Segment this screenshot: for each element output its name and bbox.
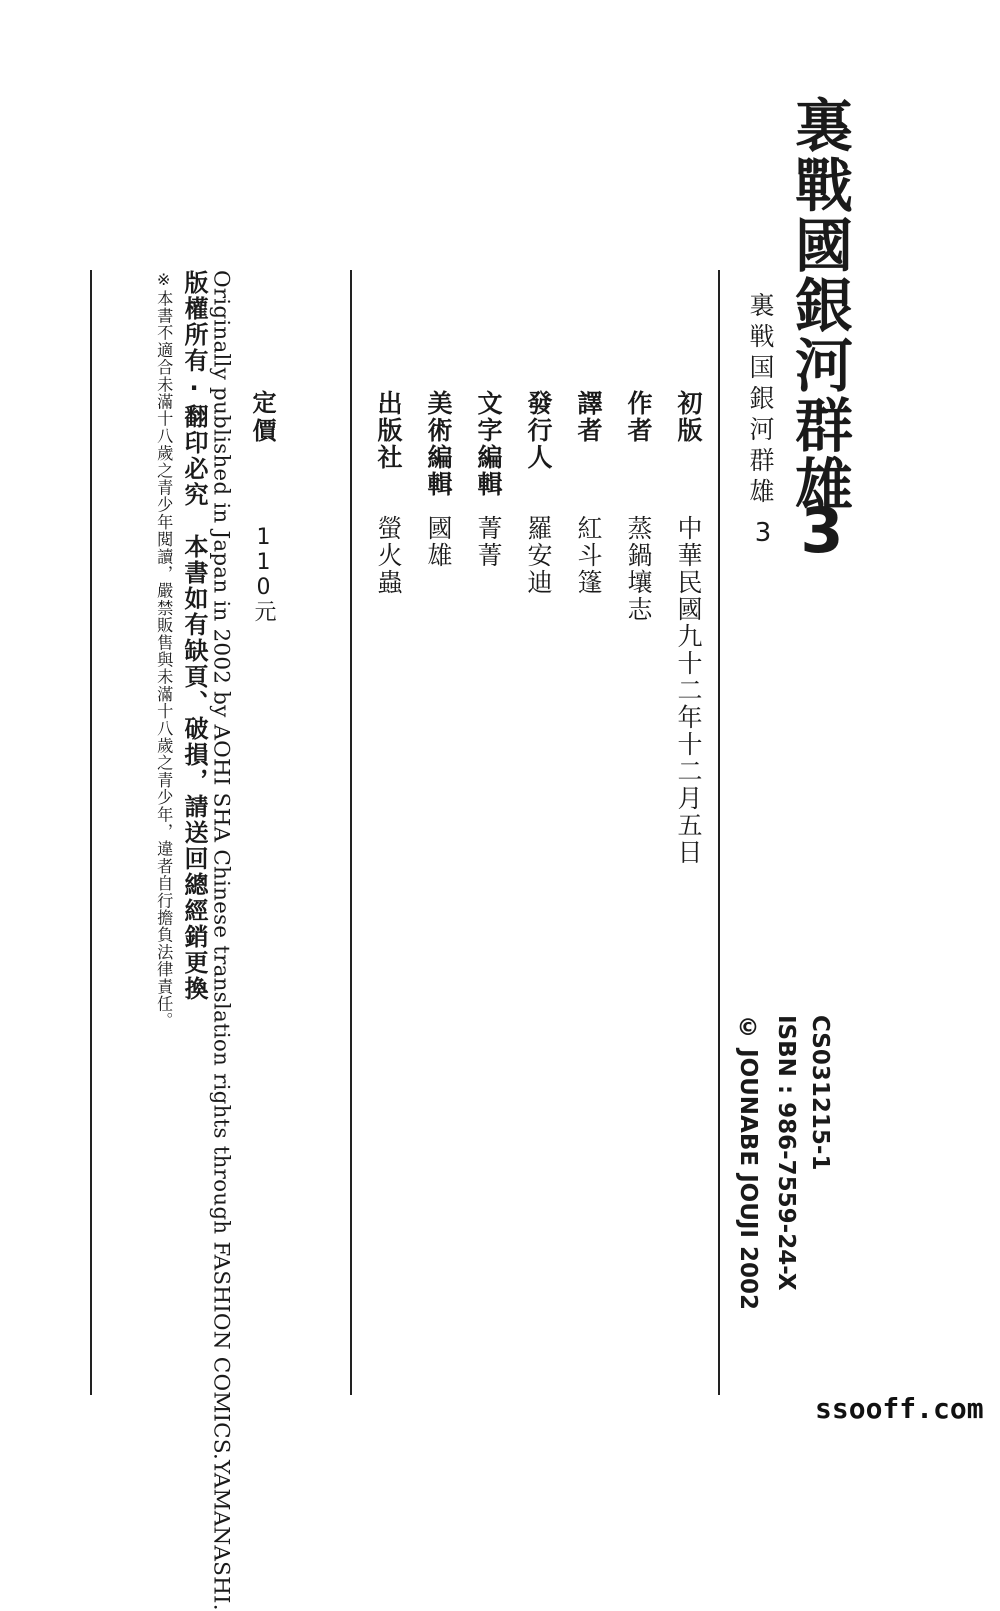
credit-value: 國雄: [424, 515, 453, 569]
book-volume-number: 3: [800, 494, 844, 567]
price-label: 定價: [248, 390, 276, 446]
price-value: 110元: [251, 525, 276, 622]
copyright-statement: Originally published in Japan in 2002 by AOHI SHA Chinese translation rights through FASHION COMICS.YAMANASHI.: [208, 270, 234, 1611]
credit-label: 發行人: [524, 390, 553, 471]
credit-label: 出版社: [374, 390, 403, 471]
watermark-text: ssooff.com: [815, 1392, 984, 1425]
credit-label: 美術編輯: [424, 390, 453, 498]
right-frame-rule: [718, 270, 720, 1395]
left-frame-rule: [90, 270, 92, 1395]
author-copyright: © JOUNABE JOUJI 2002: [735, 1015, 761, 1311]
middle-frame-rule: [350, 270, 352, 1395]
book-title: 裏戰國銀河群雄: [785, 95, 853, 515]
catalog-code: CS031215-1: [807, 1015, 833, 1171]
age-notice: ※本書不適合未滿十八歲之青少年閱讀，嚴禁販售與未滿十八歲之青少年，違者自行擔負法律責任。: [154, 270, 174, 1030]
credit-value: 蒸鍋壤志: [624, 515, 653, 623]
credit-value: 紅斗篷: [574, 515, 603, 596]
credit-label: 初版: [674, 390, 703, 444]
subtitle-volume-number: 3: [754, 518, 772, 548]
credit-value: 中華民國九十二年十二月五日: [674, 515, 703, 866]
credit-label: 作者: [624, 390, 653, 444]
credit-value: 菁菁: [474, 515, 503, 569]
rights-statement: 版權所有·翻印必究 本書如有缺頁、破損，請送回總經銷更換: [180, 270, 208, 1002]
credit-value: 羅安迪: [524, 515, 553, 596]
isbn-number: ISBN : 986-7559-24-X: [773, 1015, 799, 1291]
credit-label: 譯者: [574, 390, 603, 444]
credit-label: 文字編輯: [474, 390, 503, 498]
credit-value: 螢火蟲: [374, 515, 403, 596]
book-subtitle: 裏戦国銀河群雄: [746, 292, 775, 509]
